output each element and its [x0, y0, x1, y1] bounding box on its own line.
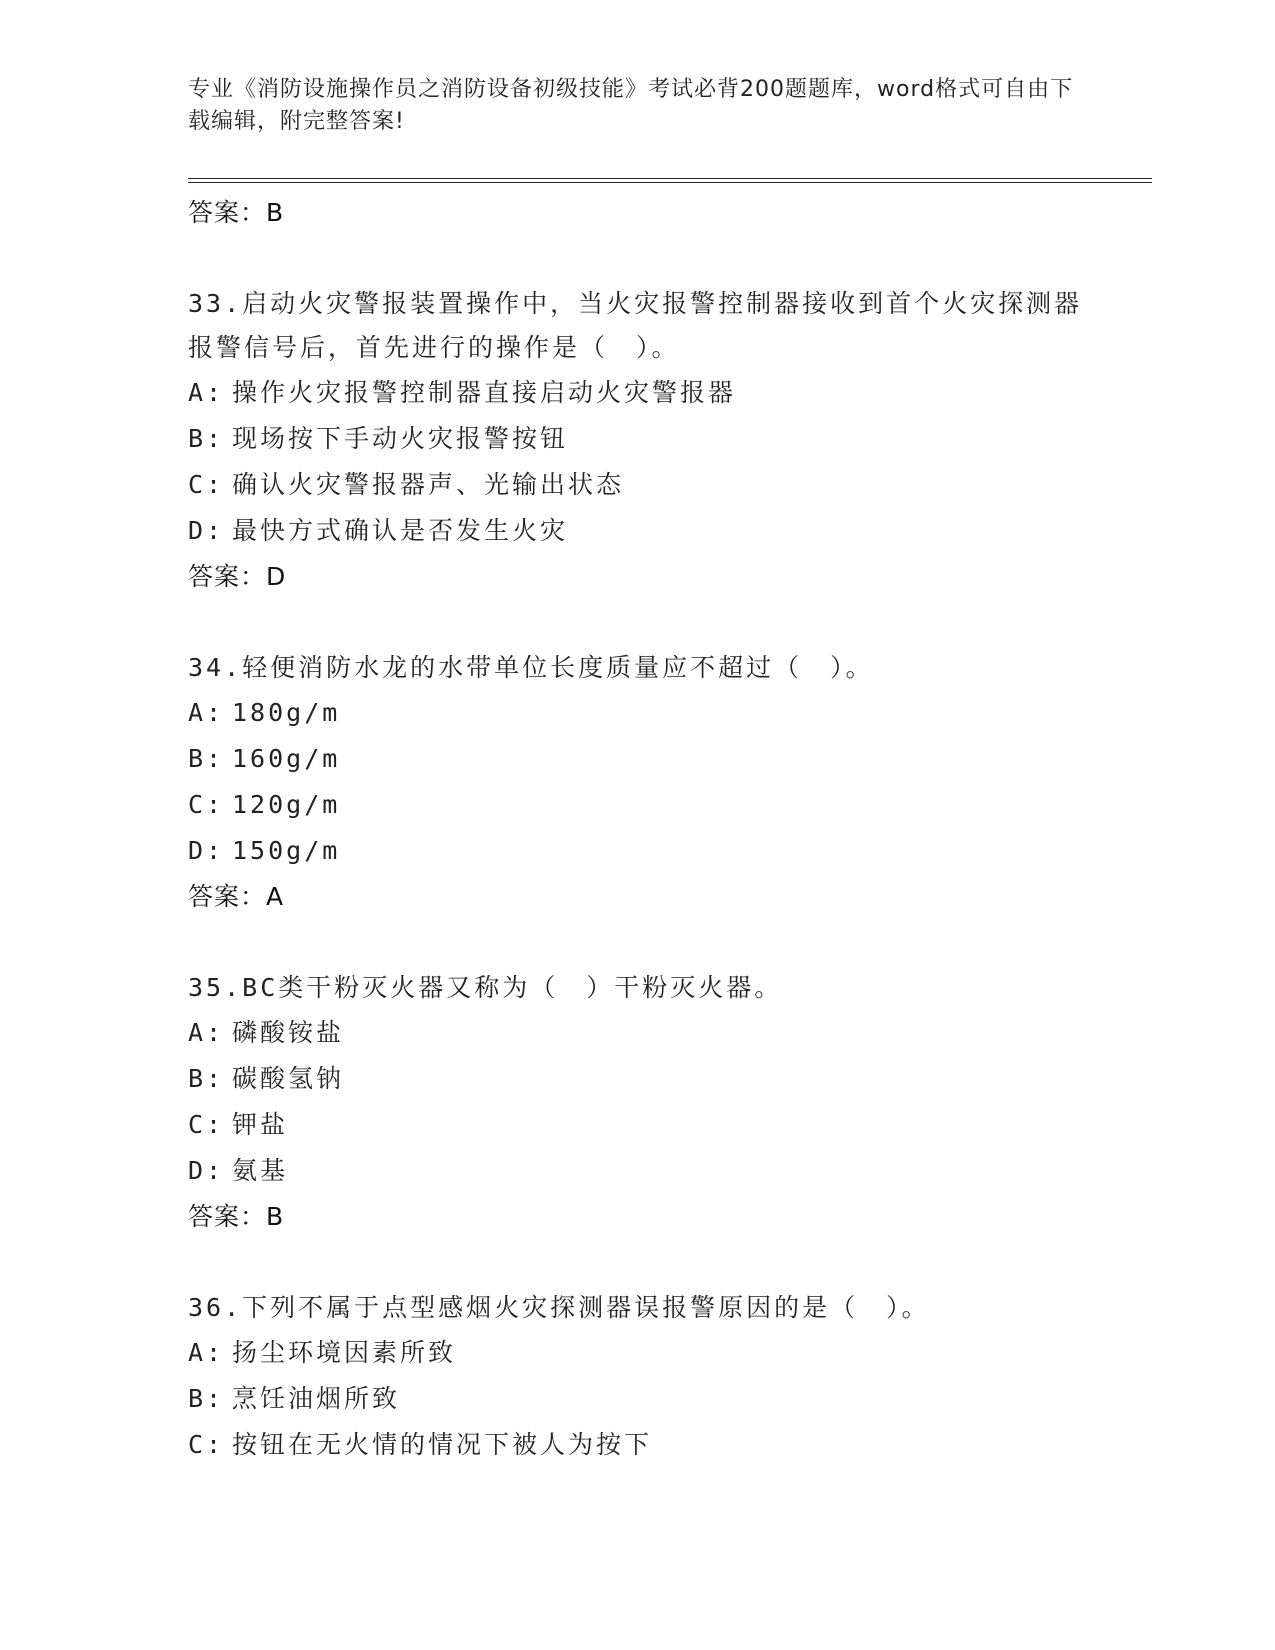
option-text: 钾盐 [232, 1110, 289, 1139]
option-letter: D: [188, 516, 225, 545]
option-a [188, 1330, 1088, 1376]
page-header: 专业《消防设施操作员之消防设备初级技能》考试必背200题题库，word格式可自由下载编辑，附完整答案! [188, 77, 1074, 134]
option-d [188, 828, 1088, 874]
option-text: 120g/m [232, 790, 341, 819]
option-text: 确认火灾警报器声、光输出状态 [232, 470, 625, 499]
question-text: 35.BC类干粉灭火器又称为（ ）干粉灭火器。 [188, 973, 783, 1002]
option-b [188, 736, 1088, 782]
option-c [188, 782, 1088, 828]
question-block [188, 282, 1088, 600]
header-divider [188, 178, 1152, 183]
option-letter: D: [188, 1156, 225, 1185]
answer-value: B [266, 198, 285, 227]
option-text: 160g/m [232, 744, 341, 773]
answer-line [188, 554, 1088, 600]
answer-label: 答案： [188, 882, 267, 911]
option-letter: A: [188, 1018, 225, 1047]
question-block [188, 1286, 1088, 1468]
option-text: 磷酸铵盐 [232, 1018, 345, 1047]
option-text: 扬尘环境因素所致 [232, 1338, 457, 1367]
answer-line [188, 190, 1088, 236]
option-c [188, 1422, 1088, 1468]
option-b [188, 416, 1088, 462]
answer-value: D [266, 562, 287, 591]
option-d [188, 508, 1088, 554]
option-letter: C: [188, 470, 225, 499]
option-text: 150g/m [232, 836, 341, 865]
option-text: 按钮在无火情的情况下被人为按下 [232, 1430, 653, 1459]
option-text: 氨基 [232, 1156, 289, 1185]
option-text: 烹饪油烟所致 [232, 1384, 401, 1413]
answer-value: A [266, 882, 285, 911]
option-a [188, 370, 1088, 416]
option-letter: C: [188, 790, 225, 819]
answer-label: 答案： [188, 198, 267, 227]
question-block [188, 966, 1088, 1240]
option-b [188, 1056, 1088, 1102]
question-text: 36.下列不属于点型感烟火灾探测器误报警原因的是（ ）。 [188, 1293, 930, 1322]
answer-label: 答案： [188, 1202, 267, 1231]
option-c [188, 1102, 1088, 1148]
option-a [188, 1010, 1088, 1056]
option-letter: A: [188, 698, 225, 727]
option-text: 180g/m [232, 698, 341, 727]
option-text: 操作火灾报警控制器直接启动火灾警报器 [232, 378, 737, 407]
option-letter: C: [188, 1110, 225, 1139]
option-a [188, 690, 1088, 736]
answer-label: 答案： [188, 562, 267, 591]
option-d [188, 1148, 1088, 1194]
option-b [188, 1376, 1088, 1422]
option-c [188, 462, 1088, 508]
option-letter: B: [188, 1384, 225, 1413]
option-letter: D: [188, 836, 225, 865]
question-block [188, 646, 1088, 920]
question-text: 34.轻便消防水龙的水带单位长度质量应不超过（ ）。 [188, 653, 874, 682]
option-letter: B: [188, 744, 225, 773]
answer-value: B [266, 1202, 285, 1231]
option-letter: A: [188, 378, 225, 407]
option-text: 碳酸氢钠 [232, 1064, 345, 1093]
option-letter: B: [188, 424, 225, 453]
answer-line [188, 874, 1088, 920]
option-text: 现场按下手动火灾报警按钮 [232, 424, 569, 453]
document-body [188, 190, 1088, 1468]
option-text: 最快方式确认是否发生火灾 [232, 516, 569, 545]
option-letter: A: [188, 1338, 225, 1367]
answer-line [188, 1194, 1088, 1240]
option-letter: C: [188, 1430, 225, 1459]
option-letter: B: [188, 1064, 225, 1093]
question-text: 33.启动火灾警报装置操作中，当火灾报警控制器接收到首个火灾探测器报警信号后，首先进行的操作是（ ）。 [188, 289, 1083, 362]
